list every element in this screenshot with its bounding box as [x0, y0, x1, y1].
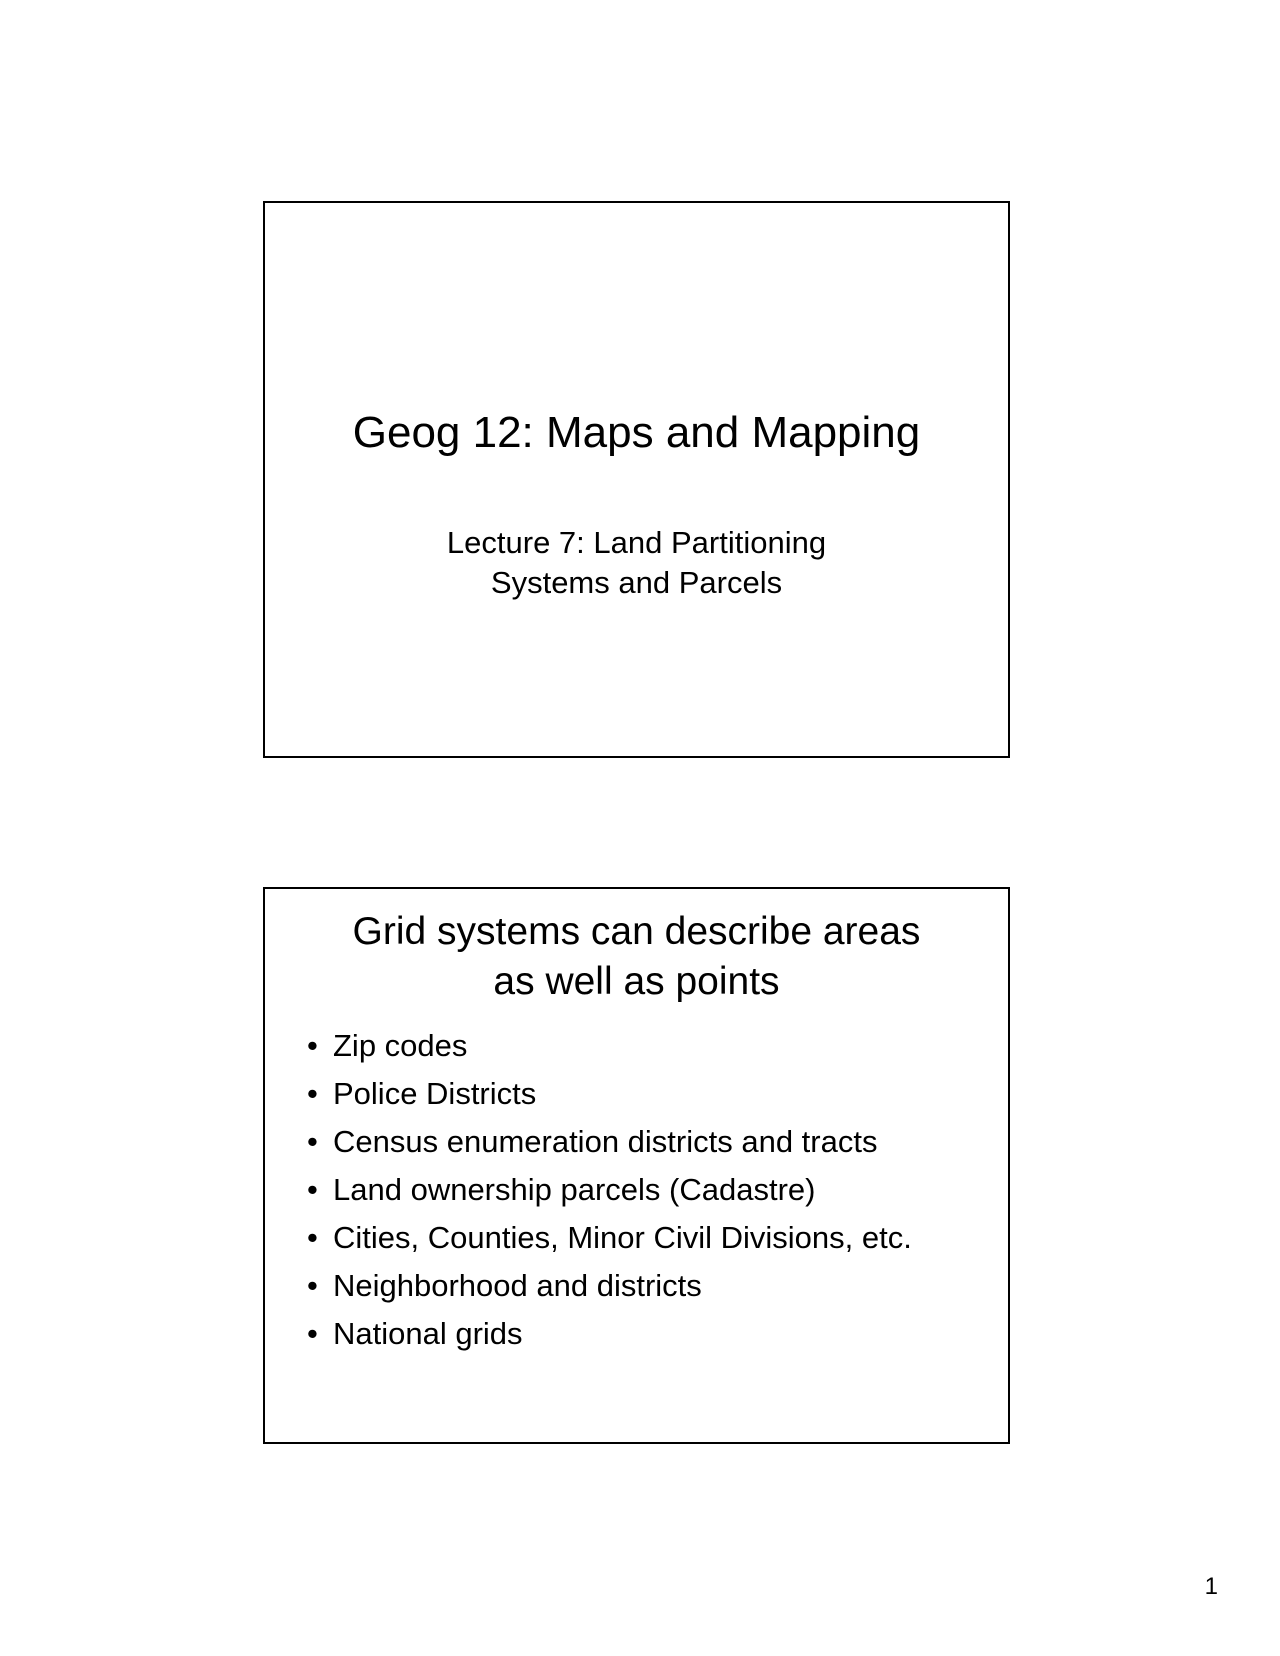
list-item: • Cities, Counties, Minor Civil Divisions, etc. [307, 1214, 912, 1262]
slide-1 [263, 201, 1010, 758]
bullet-list [307, 1022, 912, 1358]
title-line: Grid systems can describe areas [352, 910, 921, 953]
bullet-icon: • [307, 1124, 318, 1159]
list-item: • Land ownership parcels (Cadastre) [307, 1166, 912, 1214]
bullet-icon: • [307, 1028, 318, 1063]
list-item: • Zip codes [307, 1022, 912, 1070]
list-item: • Census enumeration districts and tracts [307, 1118, 912, 1166]
page-number: 1 [1204, 1573, 1218, 1600]
slide-2 [263, 887, 1010, 1444]
title-line: as well as points [493, 960, 780, 1003]
slide-subtitle [265, 523, 1008, 603]
bullet-icon: • [307, 1220, 318, 1255]
slide-title: Geog 12: Maps and Mapping [352, 408, 921, 457]
bullet-icon: • [307, 1316, 318, 1351]
bullet-icon: • [307, 1268, 318, 1303]
bullet-icon: • [307, 1076, 318, 1111]
subtitle-line: Systems and Parcels [490, 565, 783, 600]
list-item: • National grids [307, 1310, 912, 1358]
list-item: • Police Districts [307, 1070, 912, 1118]
slide-title [265, 907, 1008, 1007]
subtitle-line: Lecture 7: Land Partitioning [446, 525, 827, 560]
bullet-icon: • [307, 1172, 318, 1207]
list-item: • Neighborhood and districts [307, 1262, 912, 1310]
